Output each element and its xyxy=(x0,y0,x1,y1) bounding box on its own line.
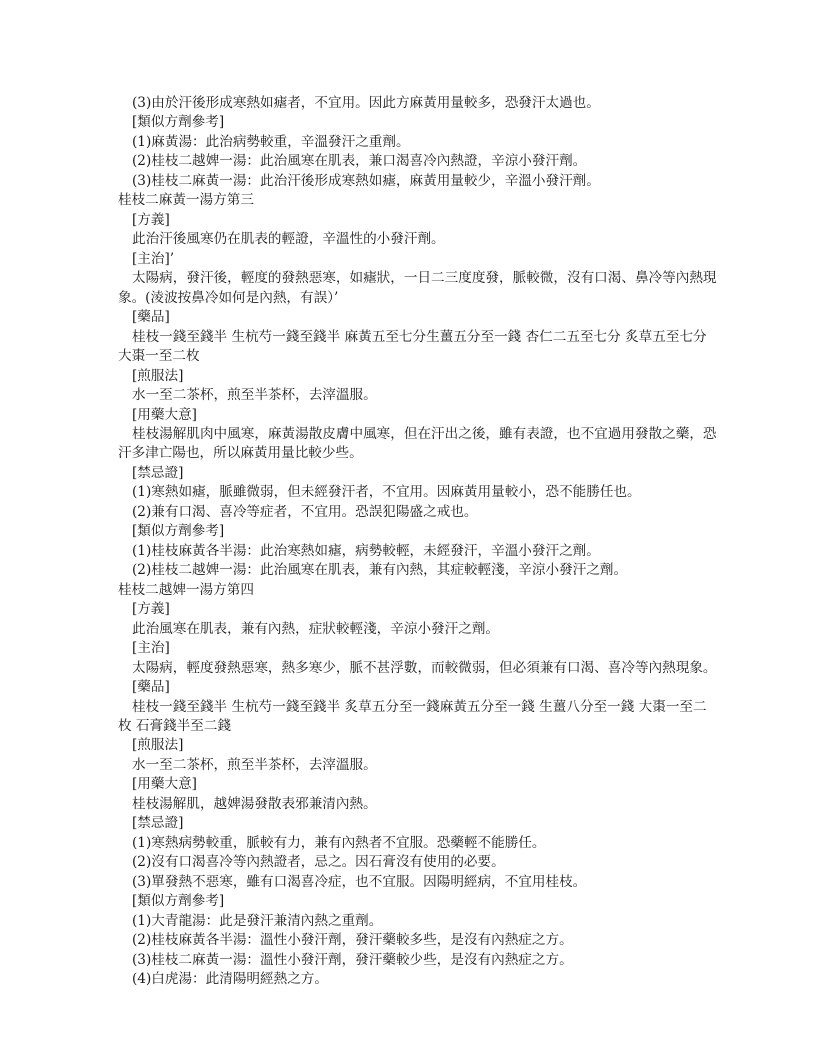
section-paragraph: 桂枝湯解肌肉中風寒，麻黃湯散皮膚中風寒，但在汗出之後，雖有表證，也不宜過用發散之藥，恐汗多津亡陽也，所以麻黃用量比較少些。 xyxy=(118,425,717,462)
section-label: [禁忌證] xyxy=(132,464,184,481)
section-label: [類似方劑參考] xyxy=(132,114,225,131)
document-page xyxy=(118,94,718,990)
contraindication-item: (1)寒熱如瘧，脈雖微弱，但未經發汗者，不宜用。因麻黃用量較小，恐不能勝任也。 xyxy=(132,484,641,501)
reference-item: (2)桂枝麻黃各半湯：溫性小發汗劑，發汗藥較多些，是沒有內熱症之方。 xyxy=(132,932,573,949)
section-label: [方義] xyxy=(132,211,170,228)
section-label: [用藥大意] xyxy=(132,776,197,793)
section-text: 此治風寒在肌表，兼有內熱，症狀較輕淺，辛涼小發汗之劑。 xyxy=(132,620,500,637)
section-text: 水一至二茶杯，煎至半茶杯，去滓溫服。 xyxy=(132,756,377,773)
reference-item: (1)大青龍湯：此是發汗兼清內熱之重劑。 xyxy=(132,912,383,929)
reference-item: (4)白虎湯：此清陽明經熱之方。 xyxy=(132,971,328,988)
section-paragraph: 太陽病，發汗後，輕度的發熱惡寒，如瘧狀，一日二三度度發，脈較微，沒有口渴、鼻冷等內熱現象。(淩波按鼻冷如何是內熱，有誤）’ xyxy=(118,270,717,306)
contraindication-item: (3)由於汗後形成寒熱如瘧者，不宜用。因此方麻黃用量較多，恐發汗太過也。 xyxy=(132,95,600,111)
contraindication-item: (1)寒熱病勢較重，脈較有力，兼有內熱者不宜服。恐藥輕不能勝任。 xyxy=(132,834,546,851)
section-label: [主治]’ xyxy=(132,250,175,267)
section-paragraph: 太陽病，輕度發熱惡寒，熱多寒少，脈不甚浮數，而較微弱，但必須兼有口渴、喜冷等內熱現象。 xyxy=(132,659,717,676)
formula-title: 桂枝二越婢一湯方第四 xyxy=(118,581,254,598)
reference-item: (1)麻黃湯：此治病勢較重，辛溫發汗之重劑。 xyxy=(132,133,410,150)
section-label: [主治] xyxy=(132,640,170,657)
contraindication-item: (3)單發熱不惡寒，雖有口渴喜冷症，也不宜服。因陽明經病，不宜用桂枝。 xyxy=(132,873,587,890)
section-label: [禁忌證] xyxy=(132,815,184,832)
section-label: [藥品] xyxy=(132,309,170,326)
reference-item: (3)桂枝二麻黃一湯：溫性小發汗劑，發汗藥較少些，是沒有內熱症之方。 xyxy=(132,951,573,968)
section-label: [藥品] xyxy=(132,679,170,696)
reference-item: (2)桂枝二越婢一湯：此治風寒在肌表，兼口渴喜冷內熱證，辛涼小發汗劑。 xyxy=(132,153,587,170)
section-label: [用藥大意] xyxy=(132,406,197,423)
section-text: 水一至二茶杯，煎至半茶杯，去滓溫服。 xyxy=(132,387,377,404)
section-label: [煎服法] xyxy=(132,367,184,384)
ingredients-paragraph: 桂枝一錢至錢半 生杭芍一錢至錢半 炙草五分至一錢麻黃五分至一錢 生薑八分至一錢 大棗一至二枚 石膏錢半至二錢 xyxy=(118,698,707,734)
reference-item: (1)桂枝麻黃各半湯：此治寒熱如瘧，病勢較輕，未經發汗，辛溫小發汗之劑。 xyxy=(132,542,600,559)
section-label: [方義] xyxy=(132,601,170,618)
reference-item: (3)桂枝二麻黃一湯：此治汗後形成寒熱如瘧，麻黃用量較少，辛溫小發汗劑。 xyxy=(132,172,600,189)
ingredients-paragraph: 桂枝一錢至錢半 生杭芍一錢至錢半 麻黃五至七分生薑五分至一錢 杏仁二五至七分 炙草五至七分 大棗一至二枚 xyxy=(118,328,707,365)
contraindication-item: (2)兼有口渴、喜冷等症者，不宜用。恐誤犯陽盛之戒也。 xyxy=(132,503,478,520)
section-label: [煎服法] xyxy=(132,737,184,754)
section-label: [類似方劑參考] xyxy=(132,893,225,910)
section-label: [類似方劑參考] xyxy=(132,523,225,540)
contraindication-item: (2)沒有口渴喜冷等內熱證者，忌之。因石膏沒有使用的必要。 xyxy=(132,854,505,871)
section-text: 此治汗後風寒仍在肌表的輕證，辛溫性的小發汗劑。 xyxy=(132,231,445,248)
section-text: 桂枝湯解肌，越婢湯發散表邪兼清內熱。 xyxy=(132,795,377,812)
reference-item: (2)桂枝二越婢一湯：此治風寒在肌表，兼有內熱，其症較輕淺，辛涼小發汗之劑。 xyxy=(132,562,628,579)
formula-title: 桂枝二麻黃一湯方第三 xyxy=(118,192,254,209)
